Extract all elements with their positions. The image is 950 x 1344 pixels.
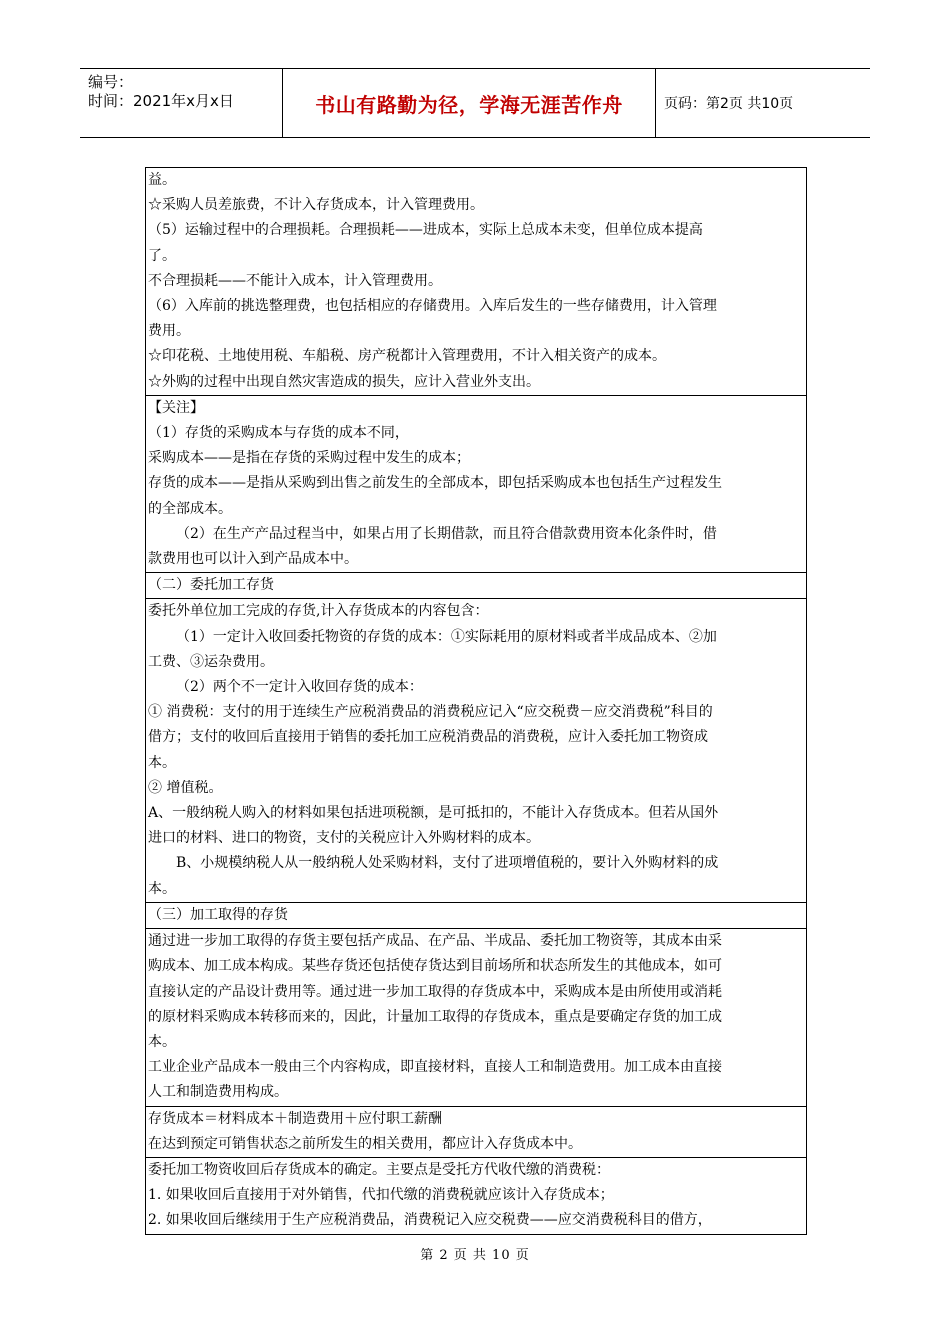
text-line: ② 增值税。 xyxy=(148,779,223,796)
text-line: 的原材料采购成本转移而来的，因此，计量加工取得的存货成本，重点是要确定存货的加工成 xyxy=(148,1008,722,1025)
text-line: 人工和制造费用构成。 xyxy=(148,1084,288,1101)
text-line: 1. 如果收回后直接用于对外销售，代扣代缴的消费税就应该计入存货成本； xyxy=(148,1187,614,1204)
text-line: 工业企业产品成本一般由三个内容构成，即直接材料，直接人工和制造费用。加工成本由直接 xyxy=(148,1059,722,1076)
text-line: 本。 xyxy=(148,754,176,771)
content-table xyxy=(145,167,807,1235)
page-footer: 第 2 页 共 10 页 xyxy=(420,1248,530,1263)
text-line: 费用。 xyxy=(148,323,190,340)
text-line: （2）两个不一定计入收回存货的成本： xyxy=(176,679,423,696)
text-line: 款费用也可以计入到产品成本中。 xyxy=(148,551,358,568)
section-heading xyxy=(146,902,806,928)
text-line: 借方；支付的收回后直接用于销售的委托加工应税消费品的消费税，应计入委托加工物资成 xyxy=(148,729,708,746)
header-motto: 书山有路勤为径，学海无涯苦作舟 xyxy=(283,69,656,137)
text-line: 不合理损耗——不能计入成本，计入管理费用。 xyxy=(148,272,442,289)
text-line: 了。 xyxy=(148,247,176,264)
table-cell xyxy=(146,1106,806,1157)
text-line: 在达到预定可销售状态之前所发生的相关费用，都应计入存货成本中。 xyxy=(148,1135,582,1152)
text-line: （2）在生产产品过程当中，如果占用了长期借款，而且符合借款费用资本化条件时，借 xyxy=(176,525,717,542)
text-line: （二）委托加工存货 xyxy=(148,577,274,594)
text-line: 2. 如果收回后继续用于生产应税消费品，消费税记入应交税费——应交消费税科目的借方， xyxy=(148,1212,712,1229)
table-cell xyxy=(146,598,806,901)
table-cell xyxy=(146,395,806,572)
doc-number-label: 编号： xyxy=(88,73,134,91)
doc-date-label: 时间：2021年x月x日 xyxy=(88,92,234,110)
table-cell xyxy=(146,928,806,1105)
text-line: B、小规模纳税人从一般纳税人处采购材料，支付了进项增值税的，要计入外购材料的成 xyxy=(176,855,719,872)
text-line: 委托加工物资收回后存货成本的确定。主要点是受托方代收代缴的消费税： xyxy=(148,1161,610,1178)
page-header xyxy=(80,68,870,138)
text-line: 采购成本——是指在存货的采购过程中发生的成本； xyxy=(148,450,470,467)
table-cell xyxy=(146,168,806,395)
text-line: 进口的材料、进口的物资，支付的关税应计入外购材料的成本。 xyxy=(148,830,540,847)
section-heading xyxy=(146,572,806,598)
header-meta xyxy=(80,69,283,137)
text-line: 直接认定的产品设计费用等。通过进一步加工取得的存货成本中，采购成本是由所使用或消耗 xyxy=(148,983,722,1000)
text-line: A、一般纳税人购入的材料如果包括进项税额，是可抵扣的，不能计入存货成本。但若从国外 xyxy=(148,805,719,822)
text-line: 存货的成本——是指从采购到出售之前发生的全部成本，即包括采购成本也包括生产过程发生 xyxy=(148,475,722,492)
text-line: 益。 xyxy=(148,172,176,188)
text-line: ☆印花税、土地使用税、车船税、房产税都计入管理费用，不计入相关资产的成本。 xyxy=(148,348,666,365)
text-line: ☆外购的过程中出现自然灾害造成的损失，应计入营业外支出。 xyxy=(148,373,540,390)
text-line: 【关注】 xyxy=(148,399,204,416)
text-line: 的全部成本。 xyxy=(148,500,232,517)
text-line: （1）一定计入收回委托物资的存货的成本：①实际耗用的原材料或者半成品成本、②加 xyxy=(176,628,717,645)
text-line: ① 消费税：支付的用于连续生产应税消费品的消费税应记入“应交税费－应交消费税”科目的 xyxy=(148,704,713,721)
text-line: （5）运输过程中的合理损耗。合理损耗——进成本，实际上总成本未变，但单位成本提高 xyxy=(148,222,703,239)
header-page-number: 页码：第2页 共10页 xyxy=(664,96,794,112)
text-line: （6）入库前的挑选整理费，也包括相应的存储费用。入库后发生的一些存储费用，计入管理 xyxy=(148,298,717,315)
text-line: （1）存货的采购成本与存货的成本不同， xyxy=(148,425,409,442)
text-line: 工费、③运杂费用。 xyxy=(148,653,274,670)
text-line: 通过进一步加工取得的存货主要包括产成品、在产品、半成品、委托加工物资等，其成本由采 xyxy=(148,933,722,950)
text-line: 存货成本＝材料成本＋制造费用＋应付职工薪酬 xyxy=(148,1110,442,1127)
text-line: 本。 xyxy=(148,1033,176,1050)
text-line: 委托外单位加工完成的存货,计入存货成本的内容包含： xyxy=(148,603,489,620)
text-line: （三）加工取得的存货 xyxy=(148,906,288,923)
table-cell xyxy=(146,1157,806,1234)
text-line: ☆采购人员差旅费，不计入存货成本，计入管理费用。 xyxy=(148,197,484,214)
text-line: 购成本、加工成本构成。某些存货还包括使存货达到目前场所和状态所发生的其他成本，如可 xyxy=(148,958,722,975)
text-line: 本。 xyxy=(148,880,176,897)
